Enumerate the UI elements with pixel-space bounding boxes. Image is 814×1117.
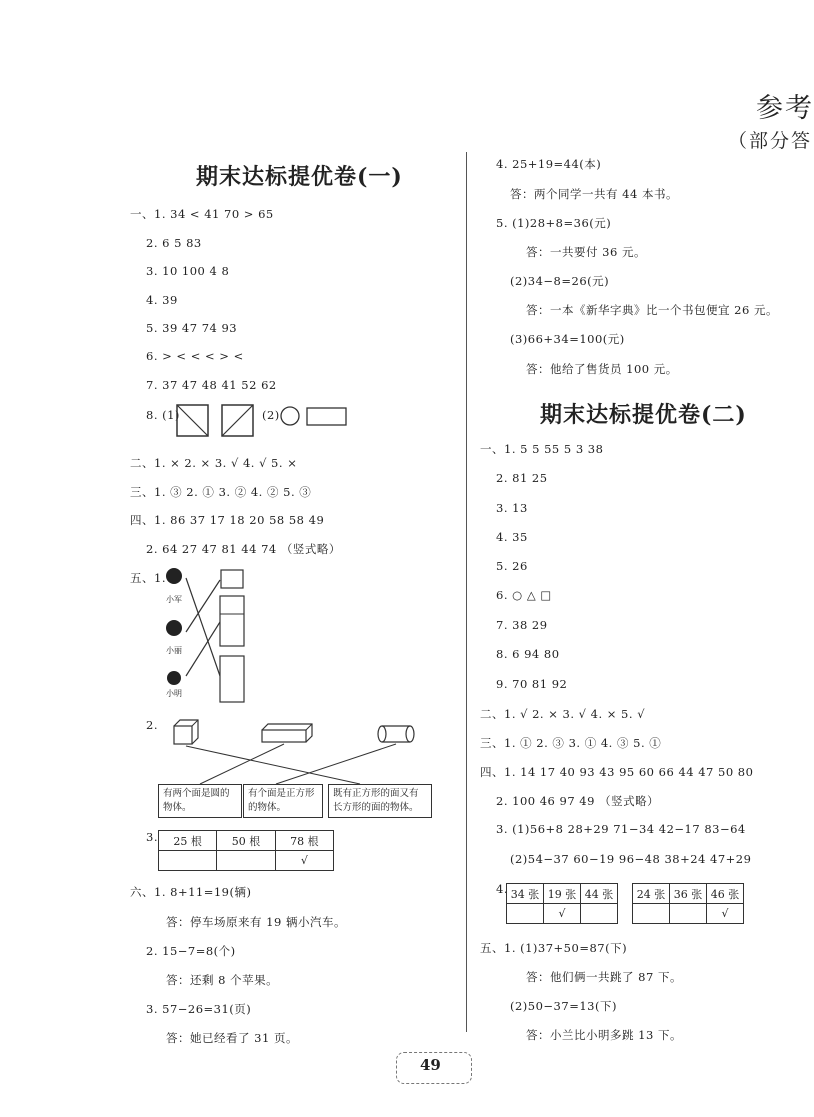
- table-cell: 46 张: [707, 884, 744, 904]
- table-cell: √: [275, 851, 333, 871]
- answer-line: 7. 38 29: [496, 618, 548, 632]
- answer-line: 3.: [146, 830, 158, 844]
- table-cell: 36 张: [670, 884, 707, 904]
- answer-line: 2. 100 46 97 49 （竖式略）: [496, 794, 660, 808]
- answer-line: (2)54−37 60−19 96−48 38+24 47+29: [510, 852, 752, 866]
- answer-line: 答：小兰比小明多跳 13 下。: [526, 1028, 682, 1042]
- table-cell: [217, 851, 275, 871]
- answer-line: 答：一本《新华字典》比一个书包便宜 26 元。: [526, 303, 778, 317]
- answer-line: 答：他们俩一共跳了 87 下。: [526, 970, 682, 984]
- answer-line: 一、1. 5 5 55 5 3 38: [480, 442, 604, 456]
- answer-line: 2.: [146, 718, 158, 732]
- circle-rectangle-figures: [280, 404, 350, 432]
- answer-line: 答：停车场原来有 19 辆小汽车。: [166, 915, 346, 929]
- answer-line: (2): [262, 408, 280, 422]
- table-cell: √: [707, 904, 744, 924]
- answer-line: 四、1. 14 17 40 93 43 95 60 66 44 47 50 80: [480, 765, 754, 779]
- answer-line: 一、1. 34 < 41 70 > 65: [130, 207, 274, 221]
- table-cell: 44 张: [581, 884, 618, 904]
- table-cell: 78 根: [275, 831, 333, 851]
- answer-line: 答：两个同学一共有 44 本书。: [510, 187, 678, 201]
- solid-shapes-diagram: [160, 716, 440, 788]
- answer-line: (2)50−37=13(下): [510, 999, 617, 1013]
- table-cell: [159, 851, 217, 871]
- answer-line: 4. 25+19=44(本): [496, 157, 602, 171]
- answer-line: 2. 81 25: [496, 471, 548, 485]
- answer-line: 三、1. ① 2. ③ 3. ① 4. ③ 5. ①: [480, 736, 662, 750]
- table-cell: [633, 904, 670, 924]
- answer-line: 6. ○ △ □: [496, 588, 552, 602]
- answer-line: 五、1.: [130, 571, 166, 585]
- answer-line: 3. 13: [496, 501, 528, 515]
- table-cell: 19 张: [544, 884, 581, 904]
- table-cell: 50 根: [217, 831, 275, 851]
- answer-table: [158, 830, 334, 871]
- answer-line: 9. 70 81 92: [496, 677, 568, 691]
- right-section-title: 期末达标提优卷(二): [540, 402, 747, 428]
- answer-line: 8. (1): [146, 408, 180, 422]
- shape-description-box: 有两个面是圆的物体。: [158, 784, 242, 818]
- answer-line: 4. 39: [146, 293, 178, 307]
- table-cell: [581, 904, 618, 924]
- shape-description-box: 既有正方形的面又有长方形的面的物体。: [328, 784, 432, 818]
- table-cell: 25 根: [159, 831, 217, 851]
- answer-line: (3)66+34=100(元): [510, 332, 625, 346]
- table-cell: [507, 904, 544, 924]
- page-header-subtitle: （部分答: [728, 130, 813, 152]
- answer-line: 7. 37 47 48 41 52 62: [146, 378, 277, 392]
- answer-line: 4. 35: [496, 530, 528, 544]
- page-number: 49: [420, 1056, 441, 1074]
- left-section-title: 期末达标提优卷(一): [196, 164, 403, 190]
- page-header-title: 参考: [756, 93, 814, 124]
- answer-table-a: [506, 883, 618, 924]
- kid-label: 小丽: [166, 646, 182, 655]
- table-cell: 34 张: [507, 884, 544, 904]
- answer-line: 答：她已经看了 31 页。: [166, 1031, 298, 1045]
- answer-line: 三、1. ③ 2. ① 3. ② 4. ② 5. ③: [130, 485, 312, 499]
- answer-line: 四、1. 86 37 17 18 20 58 58 49: [130, 513, 325, 527]
- kid-label: 小军: [166, 595, 182, 604]
- table-cell: 24 张: [633, 884, 670, 904]
- answer-line: 二、1. × 2. × 3. √ 4. √ 5. ×: [130, 456, 298, 470]
- answer-line: 5. (1)28+8=36(元): [496, 216, 612, 230]
- answer-line: 5. 26: [496, 559, 528, 573]
- kid-label: 小明: [166, 689, 182, 698]
- answer-line: (2)34−8=26(元): [510, 274, 610, 288]
- table-cell: √: [544, 904, 581, 924]
- answer-line: 六、1. 8+11=19(辆): [130, 885, 252, 899]
- answer-line: 答：还剩 8 个苹果。: [166, 973, 279, 987]
- answer-table-b: [632, 883, 744, 924]
- answer-line: 5. 39 47 74 93: [146, 321, 238, 335]
- column-divider: [466, 152, 467, 1032]
- answer-line: 6. > < < < > <: [146, 349, 244, 363]
- table-cell: [670, 904, 707, 924]
- answer-line: 3. (1)56+8 28+29 71−34 42−17 83−64: [496, 822, 746, 836]
- answer-line: 答：一共要付 36 元。: [526, 245, 646, 259]
- answer-line: 答：他给了售货员 100 元。: [526, 362, 678, 376]
- answer-line: 3. 10 100 4 8: [146, 264, 230, 278]
- answer-line: 二、1. √ 2. × 3. √ 4. × 5. √: [480, 707, 646, 721]
- answer-line: 2. 6 5 83: [146, 236, 202, 250]
- answer-line: 8. 6 94 80: [496, 647, 560, 661]
- answer-line: 4.: [496, 882, 508, 896]
- answer-line: 3. 57−26=31(页): [146, 1002, 252, 1016]
- matching-diagram-kids: [158, 564, 258, 704]
- answer-line: 2. 64 27 47 81 44 74 （竖式略）: [146, 542, 341, 556]
- shape-description-box: 有个面是正方形的物体。: [243, 784, 323, 818]
- answer-line: 五、1. (1)37+50=87(下): [480, 941, 628, 955]
- answer-line: 2. 15−7=8(个): [146, 944, 236, 958]
